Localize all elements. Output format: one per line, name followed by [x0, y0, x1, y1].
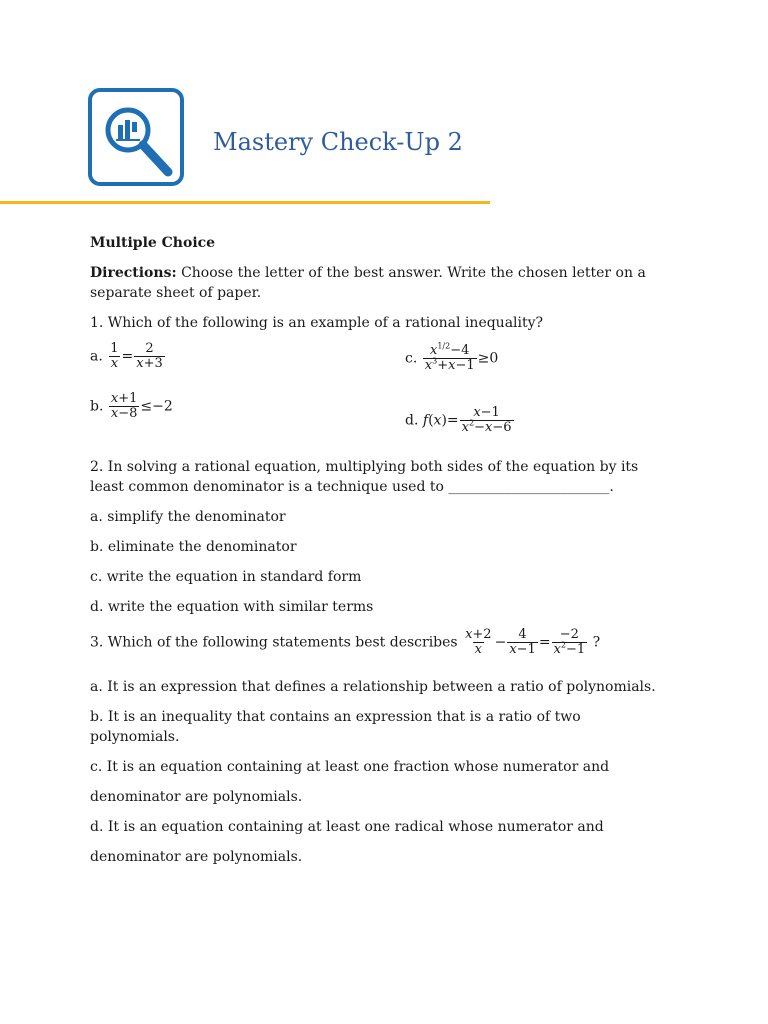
question-2-line2: least common denominator is a technique used to _______________________.: [90, 479, 614, 495]
q1-option-d: d. f(x)= $\frac{x-1}{x^2-x-6}$: [405, 405, 512, 435]
directions-line2: separate sheet of paper.: [90, 285, 262, 301]
q2-option-d: d. write the equation with similar terms: [90, 599, 374, 615]
q3-option-b: b. It is an inequality that contains an expression that is a ratio of two: [90, 709, 581, 725]
q3-option-b-cont: polynomials.: [90, 729, 180, 745]
question-2-line1: 2. In solving a rational equation, multiplying both sides of the equation by its: [90, 459, 639, 475]
q3-option-c-cont: denominator are polynomials.: [90, 789, 303, 805]
directions-text: Choose the letter of the best answer. Write the chosen letter on a: [176, 265, 646, 281]
section-heading: Multiple Choice: [90, 235, 216, 251]
q2-option-a: a. simplify the denominator: [90, 509, 286, 525]
directions-label: Directions:: [90, 265, 177, 281]
q1-option-a: a. $\frac{1}{x}$ = $\frac{2}{x+3}$: [90, 341, 163, 371]
page-title: Mastery Check-Up 2: [213, 128, 463, 156]
q3-option-c: c. It is an equation containing at least one fraction whose numerator and: [90, 759, 610, 775]
question-3: 3. Which of the following statements best describes $\frac{x+2}{x}$ − $\frac{4}{x-1}$ = $\frac{-2}{x^2-1}$ ?: [90, 627, 601, 657]
q1-option-c: c. $\frac{x^{1/2}-4}{x^3+x-1}$ ≥0: [405, 341, 499, 373]
q2-option-c: c. write the equation in standard form: [90, 569, 362, 585]
q2-option-b: b. eliminate the denominator: [90, 539, 297, 555]
q3-option-a: a. It is an expression that defines a relationship between a ratio of polynomials.: [90, 679, 656, 695]
q1-option-b: b. $\frac{x+1}{x-8}$ ≤−2: [90, 391, 173, 421]
question-1: 1. Which of the following is an example of a rational inequality?: [90, 315, 544, 331]
magnifier-icon: [88, 88, 184, 186]
directions: [90, 263, 646, 283]
q3-option-d-cont: denominator are polynomials.: [90, 849, 303, 865]
q3-option-d: d. It is an equation containing at least one radical whose numerator and: [90, 819, 604, 835]
title-divider: [0, 201, 490, 204]
